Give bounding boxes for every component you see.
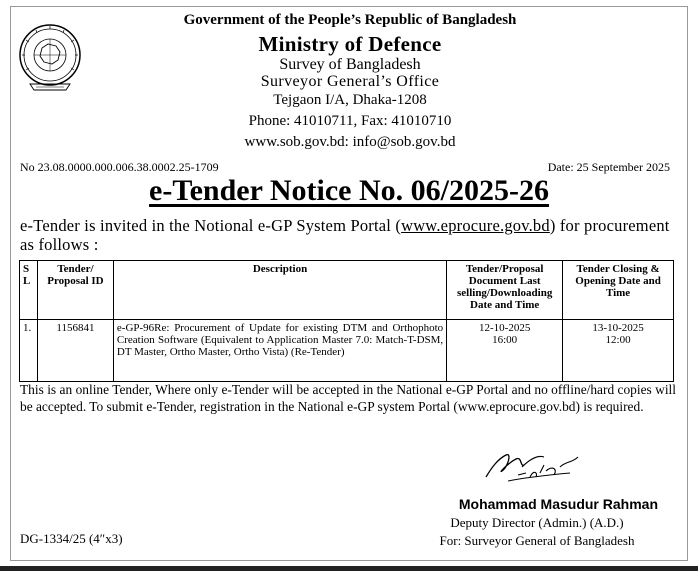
- notice-title: e-Tender Notice No. 06/2025-26: [149, 174, 549, 207]
- survey-of-bangladesh-seal-icon: [18, 18, 82, 100]
- cell-tender-id: 1156841: [37, 320, 113, 382]
- closing-time: 12:00: [605, 334, 631, 346]
- ministry-line: Ministry of Defence: [258, 32, 442, 56]
- instructions-paragraph: This is an online Tender, Where only e-Tender will be accepted in the National e-GP Portal and no offline/hard copies will be accepted. To submit e-Tender, registration in the National e-GP system Portal (www.eprocure.gov.bd) is required.: [20, 382, 676, 414]
- footer-code: DG-1334/25 (4″x3): [20, 531, 123, 546]
- header-closing: Tender Closing & Opening Date and Time: [563, 261, 674, 320]
- government-line: Government of the People’s Republic of Bangladesh: [183, 12, 517, 28]
- office-line: Surveyor General’s Office: [260, 73, 440, 90]
- doc-last-date: 12-10-2025: [479, 322, 531, 334]
- notice-date: Date: 25 September 2025: [547, 160, 670, 174]
- intro-paragraph: [20, 216, 670, 254]
- department-line: Survey of Bangladesh: [279, 56, 421, 73]
- signatory-for: For: Surveyor General of Bangladesh: [439, 533, 635, 548]
- closing-date: 13-10-2025: [592, 322, 644, 334]
- tender-table: [19, 260, 674, 382]
- header-sl: S L: [20, 261, 38, 320]
- doc-last-time: 16:00: [492, 334, 518, 346]
- eprocure-link[interactable]: www.eprocure.gov.bd: [401, 216, 550, 235]
- handwritten-signature: [478, 437, 588, 487]
- cell-sl: 1.: [20, 320, 38, 382]
- header-doc-last: Tender/Proposal Document Last selling/Downloading Date and Time: [447, 261, 563, 320]
- header-tender-id: Tender/ Proposal ID: [37, 261, 113, 320]
- intro-text-after: ) for procurement as follows :: [20, 216, 670, 254]
- cell-closing: [563, 320, 674, 382]
- intro-text-before: e-Tender is invited in the Notional e-GP System Portal (: [20, 216, 402, 235]
- bottom-divider: [0, 566, 698, 571]
- signatory-designation: Deputy Director (Admin.) (A.D.): [450, 515, 624, 530]
- table-row: [20, 320, 674, 382]
- address-line: Tejgaon I/A, Dhaka-1208: [273, 92, 427, 108]
- signatory-name: Mohammad Masudur Rahman: [458, 496, 658, 512]
- header-description: Description: [113, 261, 446, 320]
- web-line: www.sob.gov.bd: info@sob.gov.bd: [244, 134, 456, 150]
- phone-line: Phone: 41010711, Fax: 41010710: [248, 113, 452, 129]
- table-header-row: [20, 261, 674, 320]
- cell-doc-last: [447, 320, 563, 382]
- cell-description: e-GP-96Re: Procurement of Update for existing DTM and Orthophoto Creation Software (Equivalent to Application Master 7.0: Match-T-DSM, DT Master, Ortho Master, Ortho Vista) (Re-Tender): [113, 320, 446, 382]
- reference-number: No 23.08.0000.000.006.38.0002.25-1709: [20, 160, 219, 174]
